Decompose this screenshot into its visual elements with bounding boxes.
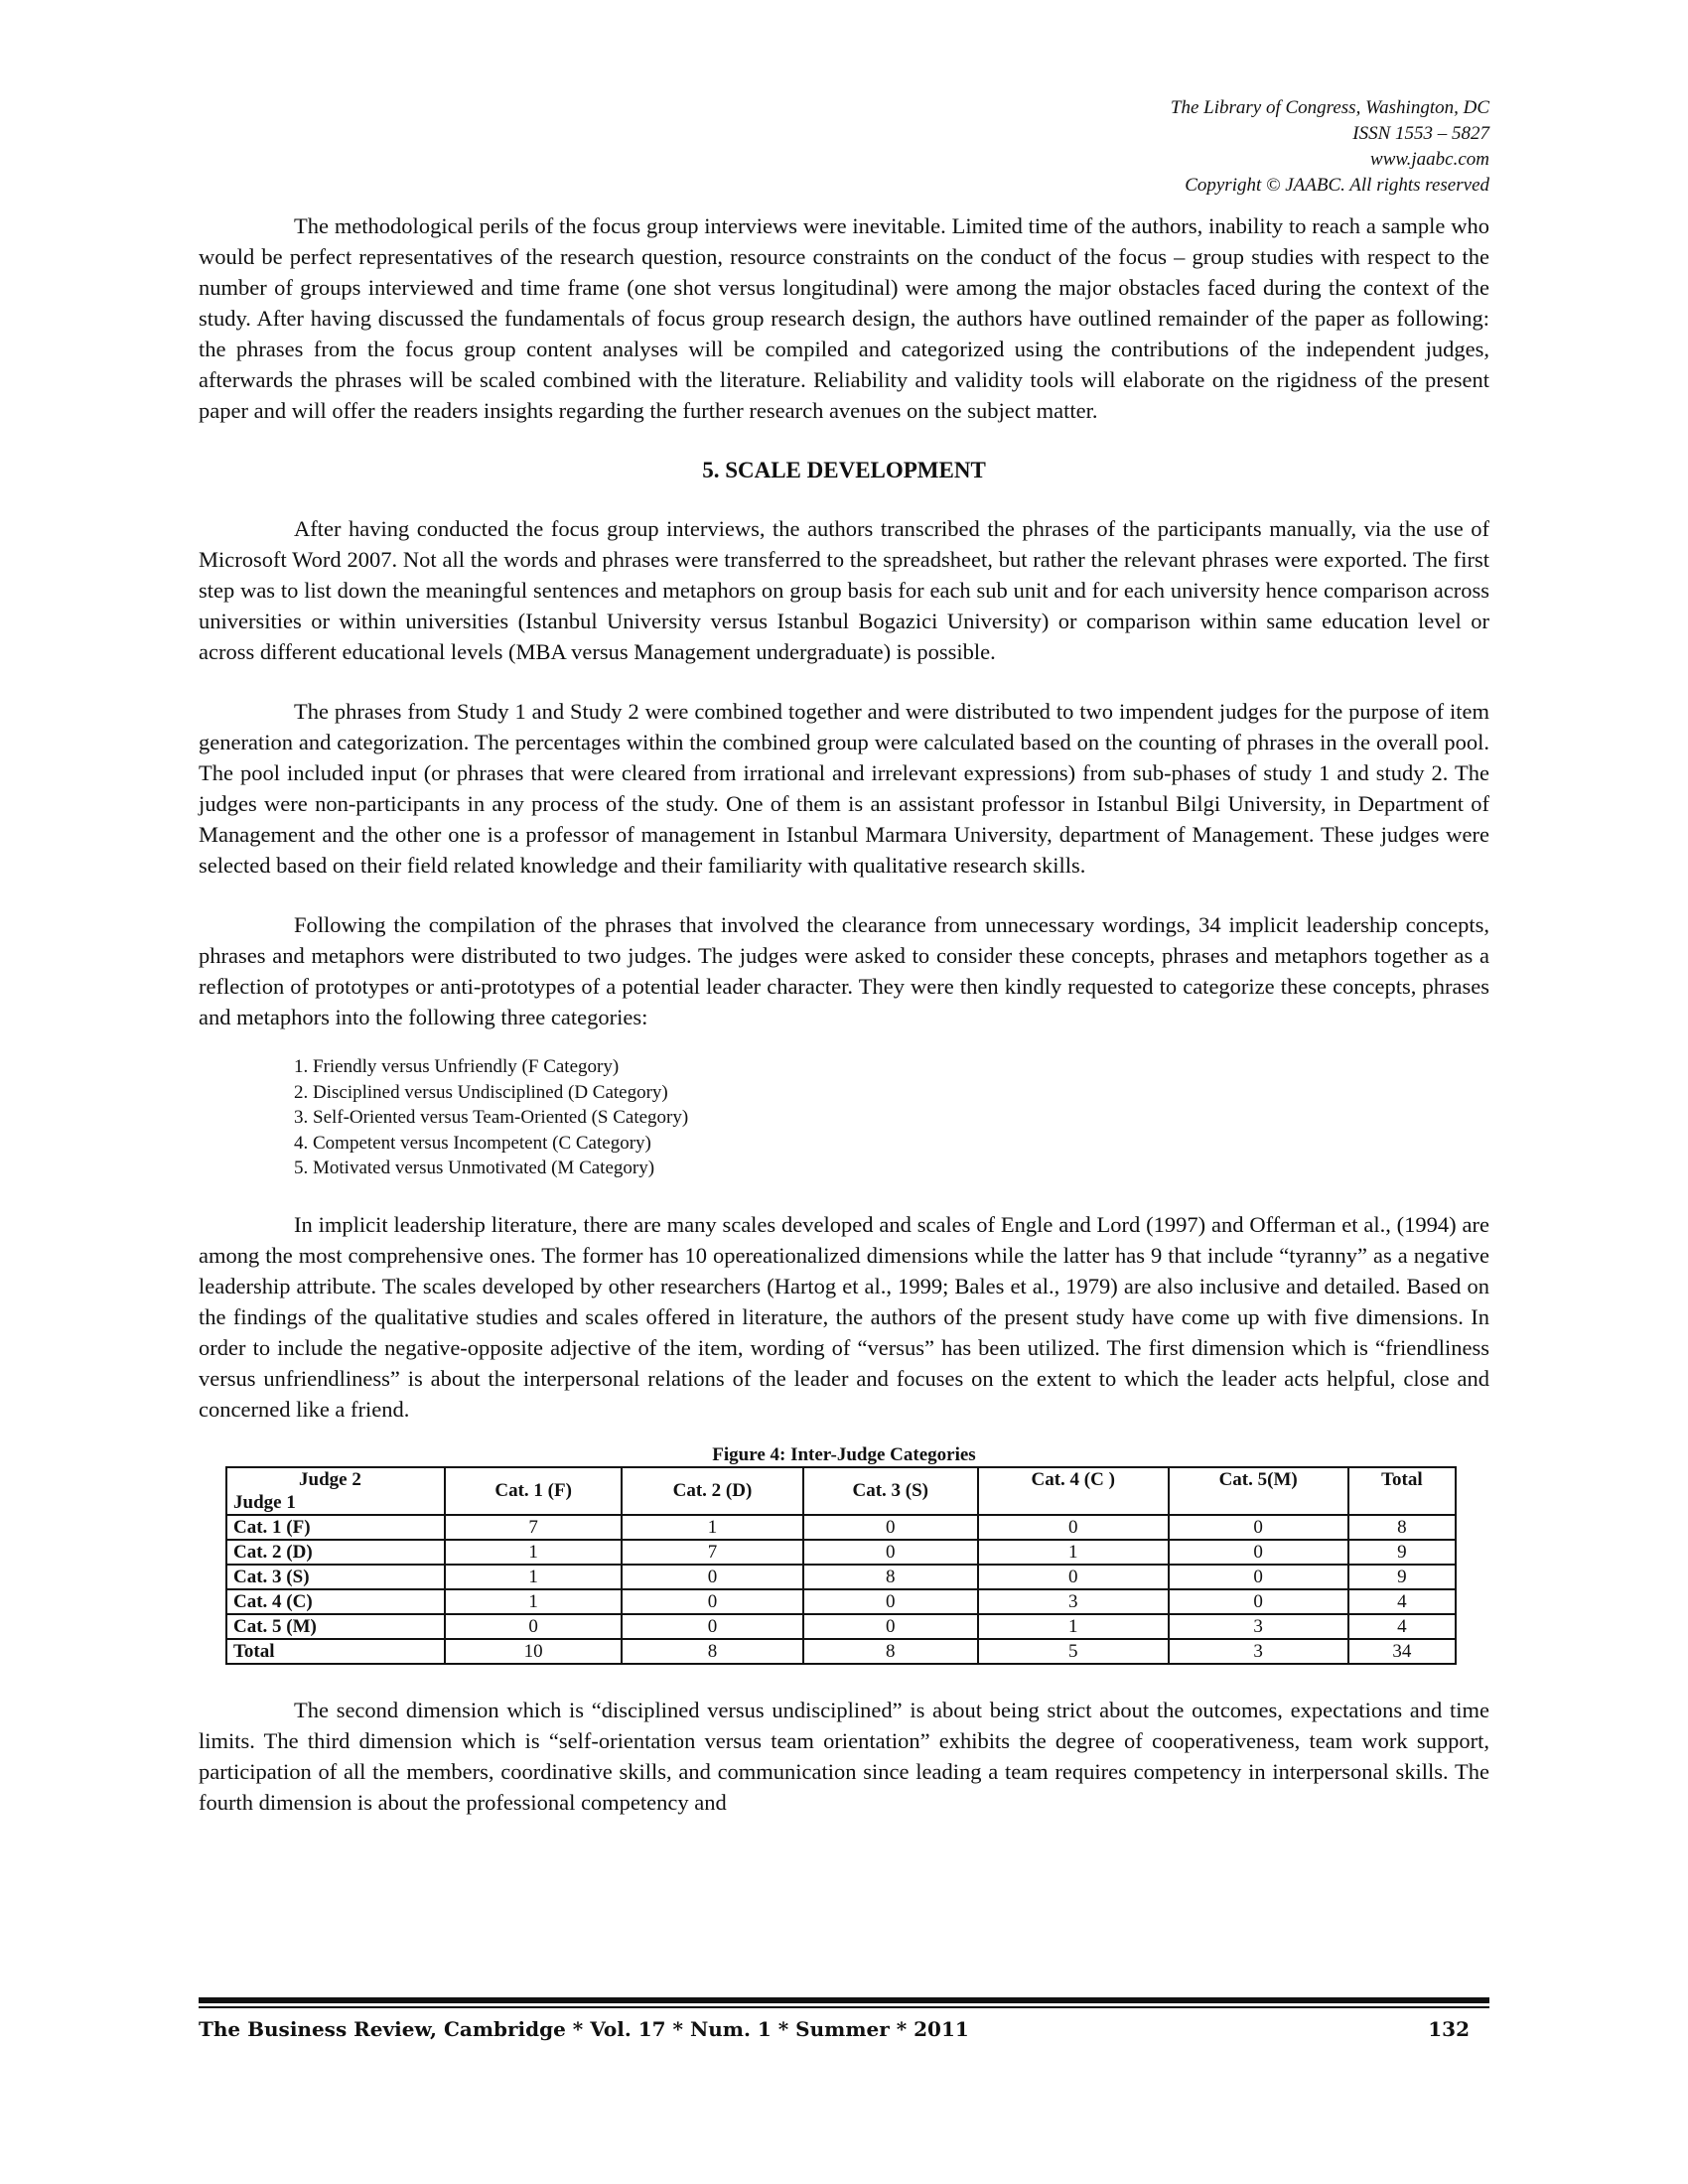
table-cell: 0 — [803, 1589, 978, 1614]
page-number: 132 — [1428, 2017, 1470, 2041]
column-header: Cat. 1 (F) — [445, 1467, 622, 1515]
table-cell: 0 — [1169, 1565, 1348, 1589]
table-total-row — [226, 1639, 1456, 1664]
table-cell: 7 — [445, 1515, 622, 1540]
table-cell: 8 — [803, 1565, 978, 1589]
table-cell: 0 — [445, 1614, 622, 1639]
table-cell: 0 — [1169, 1540, 1348, 1565]
paragraph-judges: The phrases from Study 1 and Study 2 were combined together and were distributed to two impendent judges for the purpose of item generation and categorization. The percentages within the combined group were calculated based on the counting of phrases in the overall pool. The pool included input (or phrases that were cleared from irrational and irrelevant expressions) from sub-phases of study 1 and study 2. The judges were non-participants in any process of the study. One of them is an assistant professor in Istanbul Bilgi University, in Department of Management and the other one is a professor of management in Istanbul Marmara University, department of Management. These judges were selected based on their field related knowledge and their familiarity with qualitative research skills. — [199, 699, 1489, 878]
section-title: 5. SCALE DEVELOPMENT — [702, 458, 986, 482]
table-cell: 3 — [1169, 1614, 1348, 1639]
table-cell: 0 — [622, 1565, 802, 1589]
header-line-library: The Library of Congress, Washington, DC — [1170, 97, 1489, 118]
table-cell: 3 — [1169, 1639, 1348, 1664]
table-cell: 1 — [978, 1614, 1169, 1639]
table-cell: 7 — [622, 1540, 802, 1565]
header-line-issn: ISSN 1553 – 5827 — [1352, 123, 1489, 144]
table-cell: 8 — [1348, 1515, 1456, 1540]
paragraph-compilation: Following the compilation of the phrases that involved the clearance from unnecessary wordings, 34 implicit leadership concepts, phrases and metaphors were distributed to two judges. The judges were asked to consider these concepts, phrases and metaphors together as a reflection of prototypes or anti-prototypes of a potential leader character. They were then kindly requested to categorize these concepts, phrases and metaphors into the following three categories: — [199, 912, 1489, 1029]
table-cell: 0 — [978, 1515, 1169, 1540]
table-row — [226, 1589, 1456, 1614]
list-item: 1. Friendly versus Unfriendly (F Category) — [294, 1056, 620, 1077]
table-cell: 0 — [978, 1565, 1169, 1589]
table-cell: 0 — [622, 1614, 802, 1639]
column-header: Total — [1348, 1467, 1456, 1515]
header-line-copyright: Copyright © JAABC. All rights reserved — [1185, 175, 1489, 196]
table-cell: 1 — [445, 1565, 622, 1589]
table-cell: 0 — [622, 1589, 802, 1614]
table-corner-cell — [226, 1467, 445, 1515]
category-list — [294, 1054, 1489, 1181]
table-row — [226, 1540, 1456, 1565]
table-cell: 1 — [622, 1515, 802, 1540]
list-item: 3. Self-Oriented versus Team-Oriented (S Category) — [294, 1107, 689, 1128]
row-header: Cat. 3 (S) — [226, 1565, 445, 1589]
table-cell: 0 — [1169, 1589, 1348, 1614]
paragraph-implicit-leadership: In implicit leadership literature, there are many scales developed and scales of Engle and Lord (1997) and Offerman et al., (1994) are among the most comprehensive ones. The former has 10 opereationalized dimensions while the latter has 9 that include “tyranny” as a negative leadership attribute. The scales developed by other researchers (Hartog et al., 1999; Bales et al., 1979) are also inclusive and detailed. Based on the findings of the qualitative studies and scales offered in literature, the authors of the present study have come up with five dimensions. In order to include the negative-opposite adjective of the item, wording of “versus” has been utilized. The first dimension which is “friendliness versus unfriendliness” is about the interpersonal relations of the leader and focuses on the extent to which the leader acts helpful, close and concerned like a friend. — [199, 1211, 1489, 1422]
list-item: 4. Competent versus Incompetent (C Category) — [294, 1132, 651, 1154]
table-row — [226, 1614, 1456, 1639]
table-cell: 4 — [1348, 1614, 1456, 1639]
header-line-website: www.jaabc.com — [1370, 149, 1489, 170]
footer-rule-thick — [199, 1997, 1489, 2003]
paragraph-methodological-perils: The methodological perils of the focus group interviews were inevitable. Limited time of the authors, inability to reach a sample who would be perfect representatives of the research question, resource constraints on the conduct of the focus – group studies with respect to the number of groups interviewed and time frame (one shot versus longitudinal) were among the major obstacles faced during the context of the study. After having discussed the fundamentals of focus group research design, the authors have outlined remainder of the paper as following: the phrases from the focus group content analyses will be compiled and categorized using the contributions of the independent judges, afterwards the phrases will be scaled combined with the literature. Reliability and validity tools will elaborate on the rigidness of the present paper and will offer the readers insights regarding the further research avenues on the subject matter. — [199, 213, 1489, 423]
table-cell: 9 — [1348, 1565, 1456, 1589]
table-row — [226, 1565, 1456, 1589]
table-cell: 1 — [445, 1540, 622, 1565]
table-cell: 1 — [978, 1540, 1169, 1565]
table-cell: 4 — [1348, 1589, 1456, 1614]
row-header: Cat. 2 (D) — [226, 1540, 445, 1565]
table-cell: 34 — [1348, 1639, 1456, 1664]
row-header: Cat. 4 (C) — [226, 1589, 445, 1614]
column-header: Cat. 4 (C ) — [978, 1467, 1169, 1515]
row-header: Cat. 5 (M) — [226, 1614, 445, 1639]
paragraph-second-dimension: The second dimension which is “disciplined versus undisciplined” is about being strict about the outcomes, expectations and time limits. The third dimension which is “self-orientation versus team orientation” exhibits the degree of cooperativeness, team work support, participation of all the members, coordinative skills, and communication since leading a team requires competency in interpersonal skills. The fourth dimension is about the professional competency and — [199, 1697, 1489, 1815]
table-cell: 0 — [1169, 1515, 1348, 1540]
list-item: 5. Motivated versus Unmotivated (M Category) — [294, 1158, 655, 1178]
footer-rule-thin — [199, 2006, 1489, 2008]
column-header: Cat. 2 (D) — [622, 1467, 802, 1515]
inter-judge-table — [225, 1466, 1457, 1665]
table-cell: 8 — [803, 1639, 978, 1664]
table-cell: 8 — [622, 1639, 802, 1664]
footer-journal-title: The Business Review, Cambridge * Vol. 17 * Num. 1 * Summer * 2011 — [199, 2017, 969, 2041]
column-header: Cat. 3 (S) — [803, 1467, 978, 1515]
article-body — [199, 210, 1489, 1818]
corner-judge2: Judge 2 — [299, 1468, 361, 1490]
table-cell: 5 — [978, 1639, 1169, 1664]
table-cell: 9 — [1348, 1540, 1456, 1565]
table-cell: 0 — [803, 1614, 978, 1639]
paragraph-transcription: After having conducted the focus group interviews, the authors transcribed the phrases of the participants manually, via the use of Microsoft Word 2007. Not all the words and phrases were transferred to the spreadsheet, but rather the relevant phrases were exported. The first step was to list down the meaningful sentences and metaphors on group basis for each sub unit and for each university hence comparison across universities or within universities (Istanbul University versus Istanbul Bogazici University) or comparison within same education level or across different educational levels (MBA versus Management undergraduate) is possible. — [199, 516, 1489, 664]
table-cell: 0 — [803, 1515, 978, 1540]
row-header: Total — [226, 1639, 445, 1664]
table-cell: 10 — [445, 1639, 622, 1664]
table-cell: 1 — [445, 1589, 622, 1614]
table-row — [226, 1515, 1456, 1540]
list-item: 2. Disciplined versus Undisciplined (D Category) — [294, 1081, 668, 1103]
row-header: Cat. 1 (F) — [226, 1515, 445, 1540]
table-cell: 3 — [978, 1589, 1169, 1614]
table-cell: 0 — [803, 1540, 978, 1565]
corner-judge1: Judge 1 — [233, 1491, 296, 1513]
column-header: Cat. 5(M) — [1169, 1467, 1348, 1515]
figure-caption: Figure 4: Inter-Judge Categories — [712, 1443, 976, 1465]
table-header-row — [226, 1467, 1456, 1515]
page-header — [1171, 95, 1489, 199]
